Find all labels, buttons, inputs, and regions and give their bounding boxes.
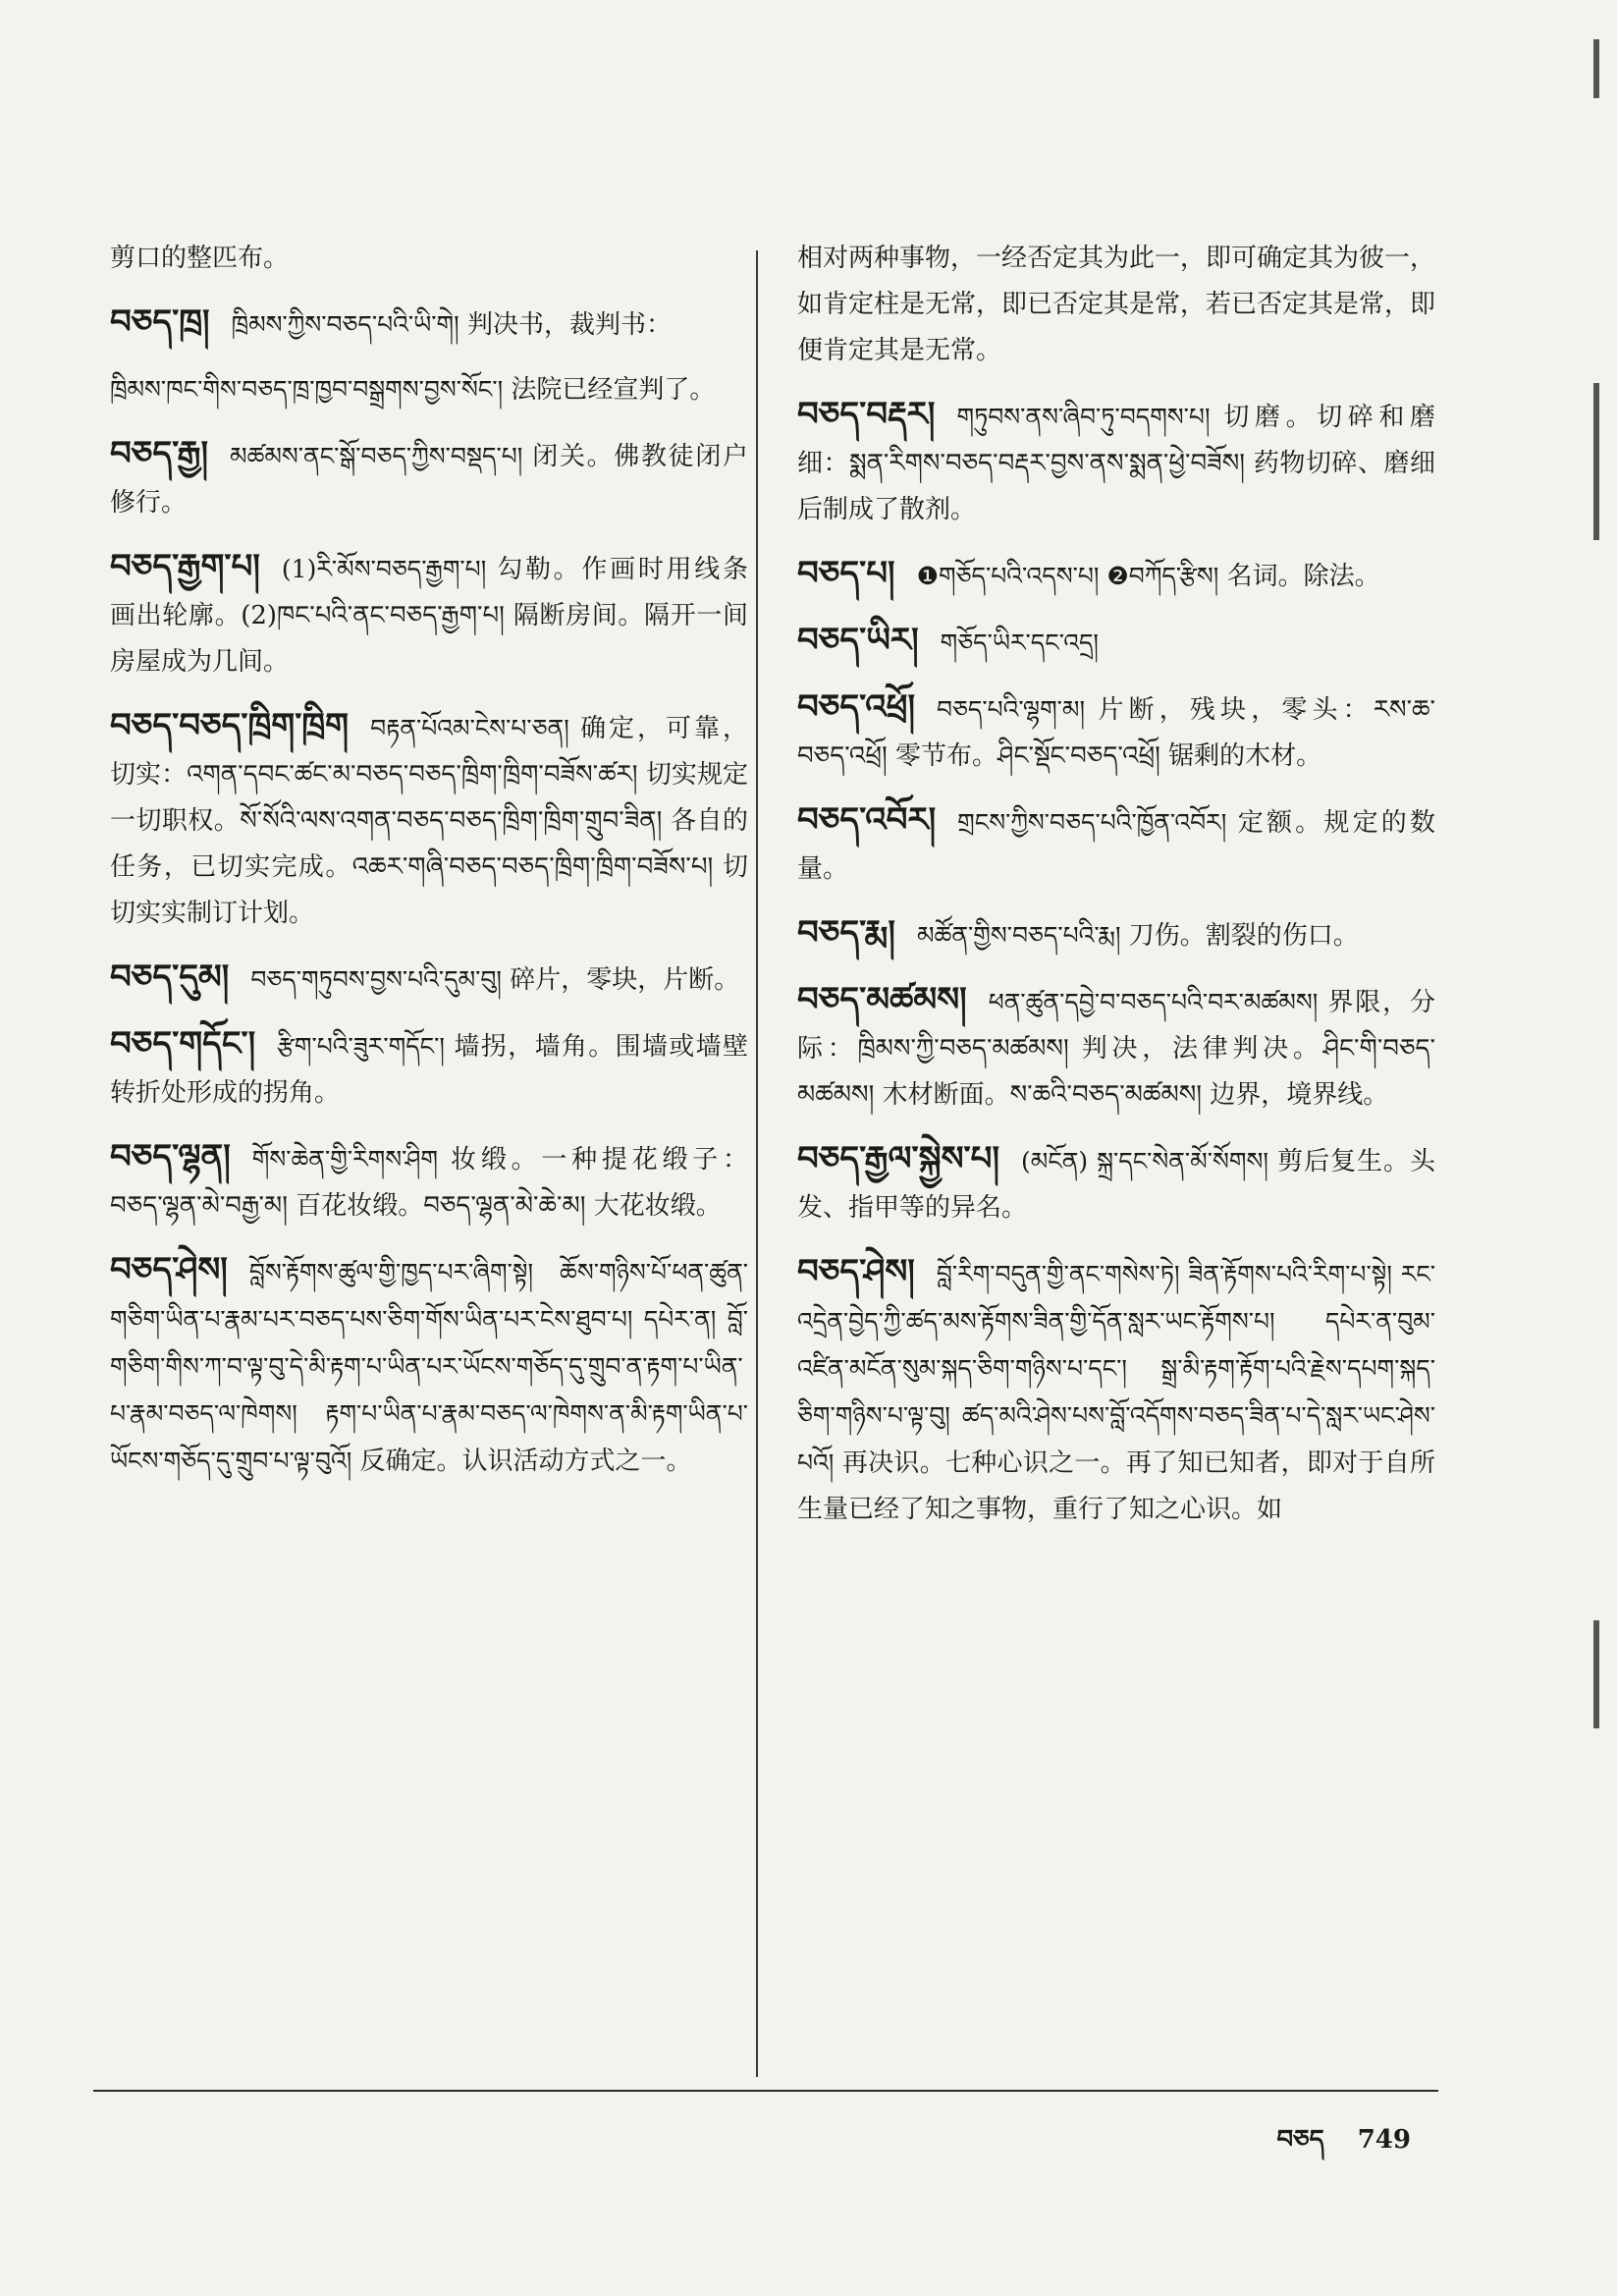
tibetan-definition: གཅོད་ཡིར་དང་འདྲ།	[940, 629, 1099, 657]
headword: བཅད་བརྡར།	[797, 395, 936, 434]
headword: བཅད་པ།	[797, 554, 895, 593]
running-head: བཅད	[1276, 2125, 1324, 2155]
tibetan-definition: མཚོན་གྱིས་བཅད་པའི་རྨ།	[916, 921, 1121, 950]
tibetan-definition: གཏུབས་ནས་ཞིབ་ཏུ་བདགས་པ།	[956, 403, 1211, 431]
chinese-definition: 切磨。切碎和磨细：སྨན་རིགས་བཅད་བརྡར་བྱས་ནས་སྨན་ཕྱེ་བཟོས། 药物切碎、磨细后制成了散剂。	[797, 403, 1435, 524]
chinese-definition: 片断，残块，零头：རས་ཆ་བཅད་འཕྲོ། 零节布。ཤིང་སྡོང་བཅད་འཕྲོ། 锯剩的木材。	[797, 695, 1435, 771]
headword: བཅད་རྒྱ།	[110, 434, 209, 473]
entry	[797, 910, 1435, 959]
right-column	[797, 236, 1435, 1551]
headword: བཅད་གདོང་།	[110, 1024, 256, 1064]
headword: བཅད་བཅད་ཁྲིག་ཁྲིག	[110, 706, 350, 745]
scan-edge-mark	[1593, 39, 1599, 98]
headword: བཅད་རྨ།	[797, 913, 895, 953]
tibetan-definition: གྲངས་ཀྱིས་བཅད་པའི་ཁྱོན་འབོར།	[957, 808, 1227, 837]
headword: བཅད་ལྷན།	[110, 1137, 231, 1176]
tibetan-definition: གོས་ཆེན་གྱི་རིགས་ཤིག	[251, 1145, 439, 1174]
entry	[110, 431, 748, 526]
headword: བཅད་རྒྱལ་སྐྱེས་པ།	[797, 1139, 1000, 1178]
tibetan-definition: མཚམས་ནང་སྒོ་བཅད་ཀྱིས་བསྡད་པ།	[230, 442, 523, 470]
entry	[797, 684, 1435, 780]
continuation-text: ཁྲིམས་ཁང་གིས་བཅད་ཁྲ་ཁྱབ་བསྒྲགས་བྱས་སོང་། 法院已经宣判了。	[110, 375, 716, 405]
entry	[110, 955, 748, 1004]
entry	[797, 551, 1435, 600]
tibetan-definition: བཅད་གཏུབས་བྱས་པའི་དུམ་བུ།	[250, 965, 502, 994]
footer-rule	[93, 2090, 1438, 2092]
chinese-definition: 墙拐，墙角。围墙或墙壁转折处形成的拐角。	[110, 1032, 748, 1108]
headword: བཅད་འཕྲོ།	[797, 687, 915, 727]
headword: བཅད་འབོར།	[797, 800, 937, 840]
tibetan-definition: བཅད་པའི་ལྷག་མ།	[937, 695, 1086, 724]
page-footer	[1243, 2111, 1411, 2183]
tibetan-definition: ❶གཅོད་པའི་འདས་པ། ❷བཀོད་རྩིས།	[916, 562, 1219, 590]
tibetan-definition: ཁྲིམས་ཀྱིས་བཅད་པའི་ཡི་གེ།	[231, 310, 459, 339]
entry	[110, 1247, 748, 1485]
headword: བཅད་ཤེས།	[110, 1250, 228, 1289]
continuation-text: 相对两种事物，一经否定其为此一，即可确定其为彼一，如肯定柱是无常，即已否定其是常，若已否定其是常，即便肯定其是无常。	[797, 244, 1436, 365]
scan-edge-mark	[1593, 383, 1599, 540]
tibetan-definition: བློས་རྟོགས་ཚུལ་གྱི་ཁྱད་པར་ཞིག་སྟེ། ཆོས་གཉིས་པོ་ཕན་ཚུན་གཅིག་ཡིན་པ་རྣམ་པར་བཅད་པས་ཅིག་གོས་ཡིན་པར་ངེས་ཐུབ་པ། དཔེར་ན། བློ་གཅིག་གིས་ཀ་བ་ལྟ་བུ་དེ་མི་རྟག་པ་ཡིན་པར་ཡོངས་གཅོད་དུ་གྲུབ་ན་རྟག་པ་ཡིན་པ་རྣམ་བཅད་ལ་ཁེགས། རྟག་པ་ཡིན་པ་རྣམ་བཅད་ལ་ཁེགས་ན་མི་རྟག་ཡིན་པ་ཡོངས་གཅོད་དུ་གྲུབ་པ་ལྟ་བུའོ།	[110, 1258, 748, 1475]
headword: བཅད་ཤེས།	[797, 1252, 915, 1291]
chinese-definition: 再决识。七种心识之一。再了知已知者，即对于自所生量已经了知之事物，重行了知之心识。如	[797, 1449, 1435, 1524]
entry	[797, 1249, 1435, 1533]
tibetan-definition: རྩིག་པའི་ཟུར་གདོང་།	[277, 1032, 445, 1061]
chinese-definition: 确定，可靠，切实：འགན་དབང་ཚང་མ་བཅད་བཅད་ཁྲིག་ཁྲིག་བཟོས་ཚར། 切实规定一切职权。སོ་སོའི་ལས་འགན་བཅད་བཅད་ཁྲིག་ཁྲིག་གྲུབ་ཟིན། 各自的任务，已切实完成。འཆར་གཞི་བཅད་བཅད་ཁྲིག་ཁྲིག་བཟོས་པ། 切切实实制订计划。	[110, 714, 748, 928]
entry	[110, 703, 748, 937]
entry	[797, 392, 1435, 533]
headword: བཅད་ཡིར།	[797, 621, 919, 660]
entry	[797, 797, 1435, 893]
headword: བཅད་ཁྲ།	[110, 302, 210, 342]
chinese-definition: 界限，分际：ཁྲིམས་ཀྱི་བཅད་མཚམས། 判决，法律判决。ཤིང་གི་བཅད་མཚམས། 木材断面。ས་ཆའི་བཅད་མཚམས། 边界，境界线。	[797, 988, 1435, 1110]
page-number: 749	[1357, 2125, 1411, 2155]
column-divider	[756, 250, 758, 2077]
chinese-definition: 刀伤。割裂的伤口。	[1128, 921, 1359, 951]
tibetan-definition: བརྟན་པོའམ་ངེས་པ་ཅན།	[370, 714, 569, 742]
chinese-definition: 反确定。认识活动方式之一。	[359, 1447, 692, 1476]
chinese-definition: 勾勒。作画时用线条画出轮廓。(2)ཁང་པའི་ནང་བཅད་རྒྱག་པ། 隔断房间。隔开一间房屋成为几间。	[110, 555, 748, 677]
entry	[797, 1136, 1435, 1231]
tibetan-definition: ཕན་ཚུན་དབྱེ་བ་བཅད་པའི་བར་མཚམས།	[988, 988, 1319, 1016]
headword: བཅད་མཚམས།	[797, 980, 967, 1019]
headword: བཅད་དུམ།	[110, 957, 230, 997]
chinese-definition: 碎片，零块，片断。	[510, 965, 740, 995]
continuation-text: 剪口的整匹布。	[110, 244, 290, 273]
chinese-definition: 判决书，裁判书：	[466, 310, 672, 340]
chinese-definition: 闭关。佛教徒闭户修行。	[110, 442, 748, 518]
entry	[797, 618, 1435, 667]
chinese-definition: 妆缎。一种提花缎子：བཅད་ལྷན་མེ་བརྒྱ་མ། 百花妆缎。བཅད་ལྷན་མེ་ཆེ་མ། 大花妆缎。	[110, 1145, 748, 1221]
entry	[110, 1134, 748, 1230]
entry	[797, 977, 1435, 1119]
entry	[110, 544, 748, 685]
entry	[110, 300, 748, 349]
chinese-definition: 剪后复生。头发、指甲等的异名。	[797, 1147, 1435, 1223]
tibetan-definition: (1)རི་མོས་བཅད་རྒྱག་པ།	[281, 555, 487, 583]
chinese-definition: 定额。规定的数量。	[797, 808, 1435, 884]
chinese-definition: 名词。除法。	[1226, 562, 1380, 591]
entry	[110, 1021, 748, 1117]
tibetan-definition: (མངོན) སྐྲ་དང་སེན་མོ་སོགས།	[1021, 1147, 1268, 1175]
left-column	[110, 236, 748, 1503]
headword: བཅད་རྒྱག་པ།	[110, 547, 260, 586]
tibetan-definition: བློ་རིག་བདུན་གྱི་ནང་གསེས་ཏེ། ཟིན་རྟོགས་པའི་རིག་པ་སྟེ། རང་འདྲེན་བྱེད་ཀྱི་ཚད་མས་རྟོགས་ཟིན་གྱི་དོན་སླར་ཡང་རྟོགས་པ། དཔེར་ན་བུམ་འཛིན་མངོན་སུམ་སྐད་ཅིག་གཉིས་པ་དང་། སྒྲ་མི་རྟག་རྟོག་པའི་རྗེས་དཔག་སྐད་ཅིག་གཉིས་པ་ལྟ་བུ། ཚད་མའི་ཤེས་པས་བློ་འདོགས་བཅད་ཟིན་པ་དེ་སླར་ཡང་ཤེས་པའོ།	[797, 1260, 1435, 1477]
scan-edge-mark	[1593, 1620, 1599, 1728]
